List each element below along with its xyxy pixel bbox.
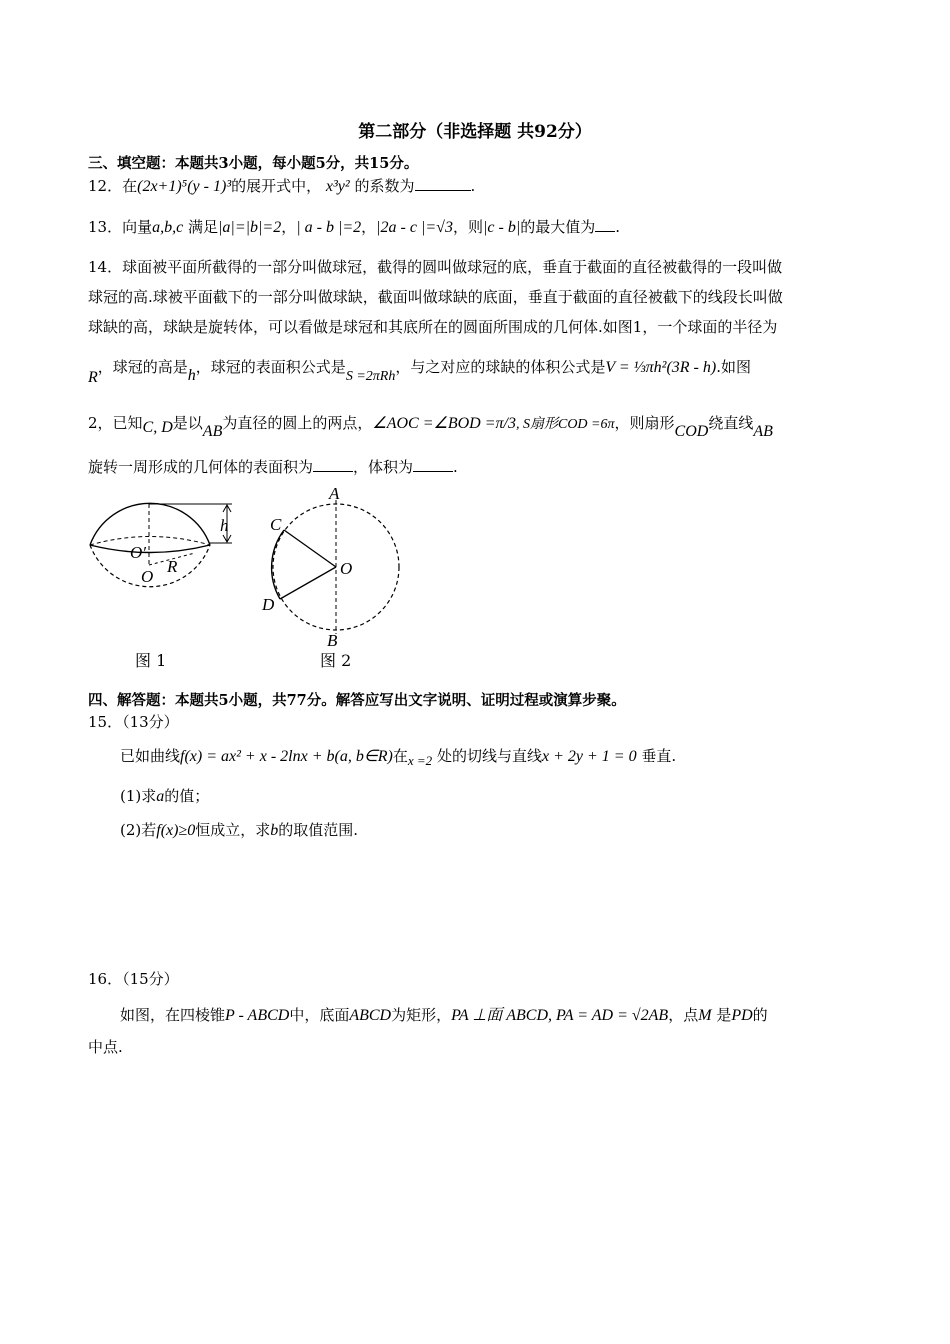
question-14-line3: 球缺的高，球缺是旋转体，可以看做是球冠和其底所在的圆面所围成的几何体.如图1，一个球面的半径为 bbox=[88, 318, 778, 336]
question-14-line6: 旋转一周形成的几何体的表面积为 ，体积为 . bbox=[88, 458, 458, 476]
question-12: 12．在(2x+1)⁵(y - 1)³的展开式中， x³y² 的系数为 . bbox=[88, 177, 476, 195]
label-h: h bbox=[220, 516, 229, 535]
label-r: R bbox=[167, 557, 178, 576]
label-a: A bbox=[329, 484, 340, 503]
figure-2-caption: 图 2 bbox=[320, 651, 352, 670]
page-title: 第二部分（非选择题 共92分） bbox=[358, 122, 592, 142]
figure-2-sector bbox=[261, 484, 399, 670]
figure-1-spherical-cap bbox=[90, 503, 232, 670]
label-d: D bbox=[262, 595, 275, 614]
label-o-prime: O′ bbox=[130, 543, 146, 562]
question-16-number: 16．（15分） bbox=[88, 970, 179, 988]
figure-1-caption: 图 1 bbox=[135, 651, 167, 670]
question-14-line4: R，球冠的高是h，球冠的表面积公式是S =2πRh，与之对应的球缺的体积公式是V = ⅓πh²(3R - h).如图 bbox=[88, 358, 751, 386]
question-14-line5: 2，已知C, D是以AB为直径的圆上的两点，∠AOC =∠BOD =π/3, S扇形COD =6π，则扇形COD绕直线AB bbox=[88, 414, 773, 440]
label-c: C bbox=[270, 515, 282, 534]
question-13: 13．向量a,b,c 满足|a|=|b|=2，| a - b |=2，|2a - c |=√3，则|c - b|的最大值为 . bbox=[88, 218, 621, 236]
label-o: O bbox=[340, 559, 353, 578]
section3-heading: 三、填空题：本题共3小题，每小题5分，共15分。 bbox=[88, 155, 419, 172]
question-15-part1: (1)求a的值； bbox=[120, 787, 210, 805]
question-15-part2: (2)若f(x)≥0恒成立，求b的取值范围. bbox=[120, 821, 359, 839]
label-b: B bbox=[327, 631, 338, 650]
question-15-stem: 已如曲线f(x) = ax² + x - 2lnx + b(a, b∈R)在x =2 处的切线与直线x + 2y + 1 = 0 垂直. bbox=[120, 747, 677, 768]
question-15-number: 15．（13分） bbox=[88, 713, 179, 731]
question-16-line1: 如图，在四棱锥P - ABCD中，底面ABCD为矩形，PA ⊥面 ABCD, PA = AD = √2AB，点M 是PD的 bbox=[120, 1006, 768, 1024]
question-14-line2: 球冠的高.球被平面截下的一部分叫做球缺，截面叫做球缺的底面，垂直于截面的直径被截下的线段长叫做 bbox=[88, 288, 783, 306]
label-o: O bbox=[141, 567, 154, 586]
question-16-line2: 中点. bbox=[88, 1038, 123, 1056]
section4-heading: 四、解答题：本题共5小题，共77分。解答应写出文字说明、证明过程或演算步聚。 bbox=[88, 692, 626, 709]
question-14-line1: 14．球面被平面所截得的一部分叫做球冠，截得的圆叫做球冠的底，垂直于截面的直径被截得的一段叫做 bbox=[88, 258, 783, 276]
